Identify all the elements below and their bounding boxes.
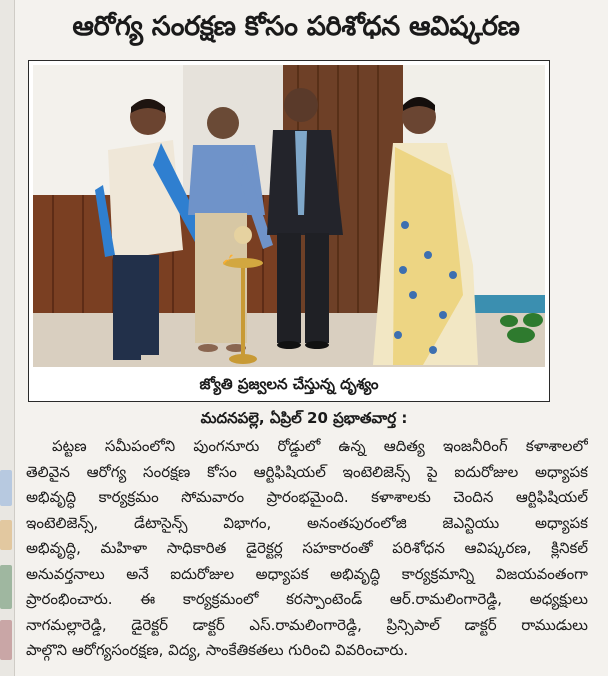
adjacent-column-strip [0,0,15,676]
article-line: తెలివైన ఆరోగ్య సంరక్షణ కోసం ఆర్టిఫిషియల్ ఇంటెలిజెన్స్ పై ఐదురోజుల అధ్యాపక [26,462,588,481]
article-line: ప్రారంభించారు. ఈ కార్యక్రమంలో కరస్పాంటెండ్ ఆర్.రామలింగారెడ్డి, అధ్యక్షులు [26,590,588,608]
photo-caption: జ్యోతి ప్రజ్వలన చేస్తున్న దృశ్యం [199,375,379,393]
lamp-lighting-photo [33,65,545,367]
article-line: నాగమల్లారెడ్డి, డైరెక్టర్ డాక్టర్ ఎస్.రామలింగారెడ్డి, ప్రిన్సిపాల్ డాక్టర్ రాముడులు [26,615,588,634]
dateline: మదనపల్లె, ఏప్రిల్ 20 ప్రభాతవార్త : [200,409,408,427]
photo-frame [28,60,550,402]
headline: ఆరోగ్య సంరక్షణ కోసం పరిశోధన ఆవిష్కరణ [72,11,520,42]
article-line: ఇంటెలిజెన్స్, డేటాసైన్స్ విభాగం, అనంతపురంలోజి జెఎన్టియు అధ్యాపక [26,513,588,532]
article-line: అభివృద్ధి కార్యక్రమం సోమవారం ప్రారంభమైంది. కళాశాలకు చెందిన ఆర్టిఫిషియల్ [26,488,588,506]
photo-illustration [33,65,545,367]
article-line: అనువర్తనాలు అనే ఐదురోజుల అధ్యాపక అభివృద్ధి కార్యక్రమాన్ని విజయవంతంగా [26,564,588,583]
article-body [26,434,588,664]
article-line: పట్టణ సమీపంలోని పుంగనూరు రోడ్డులో ఉన్న ఆదిత్య ఇంజనీరింగ్ కళాశాలలో [52,437,588,455]
article-line: పాల్గొని ఆరోగ్యసంరక్షణ, విద్య, సాంకేతికతలు గురించి వివరించారు. [26,641,409,659]
article-line: అభివృద్ధి, మహిళా సాధికారిత డైరెక్టర్ల సహకారంతో పరిశోధన ఆవిష్కరణ, క్లినికల్ [26,539,588,557]
